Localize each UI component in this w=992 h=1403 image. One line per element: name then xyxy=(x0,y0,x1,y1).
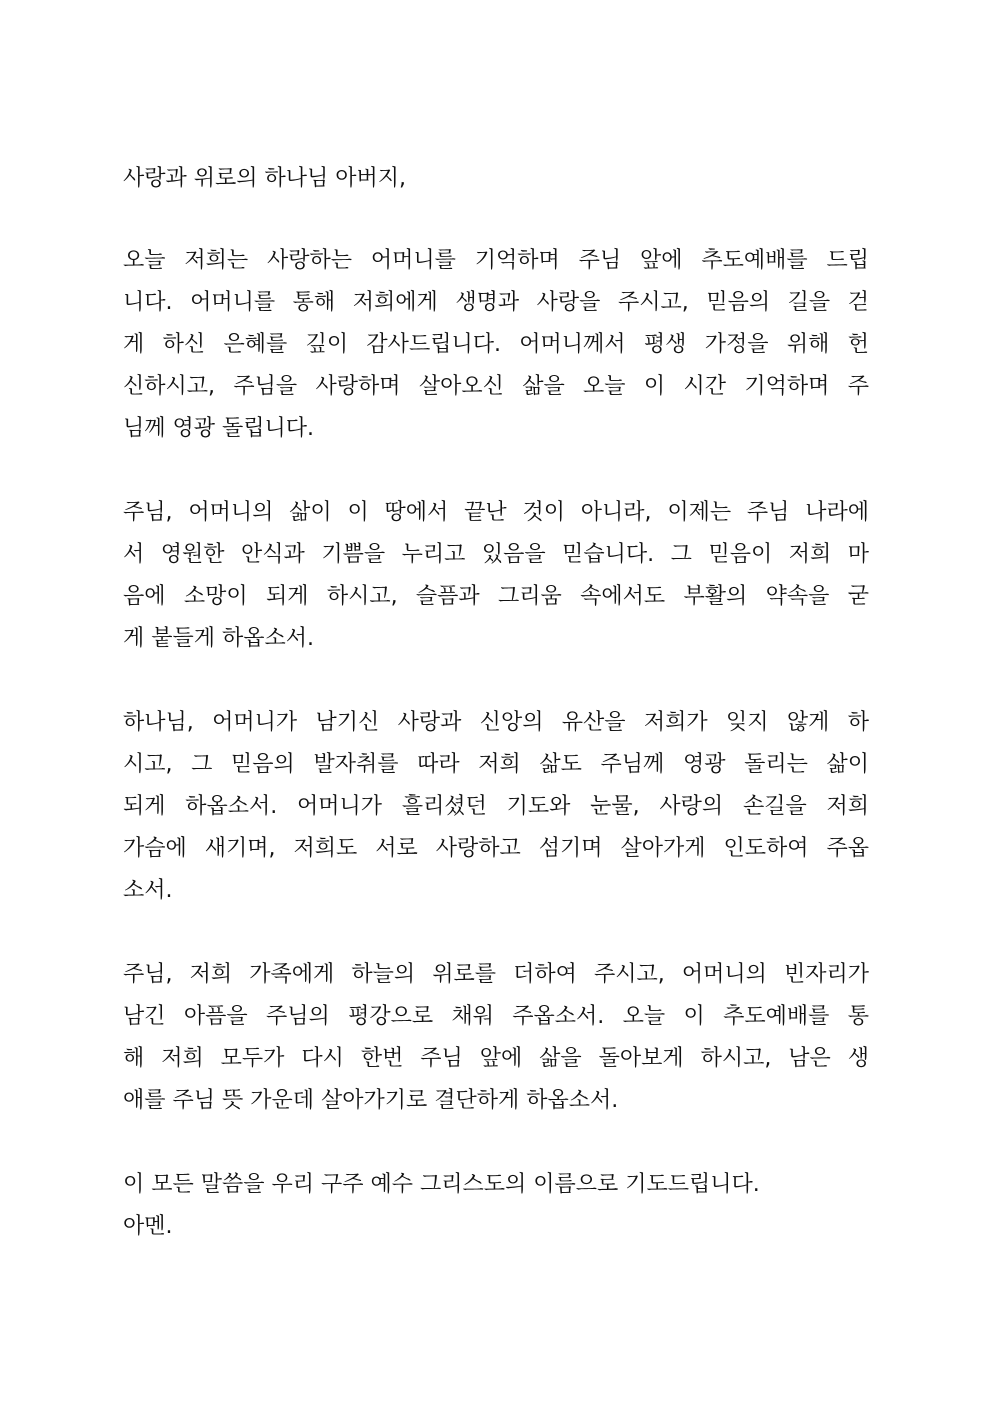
amen-line: 아멘. xyxy=(123,1214,173,1239)
paragraph-4-line-3: 해 저희 모두가 다시 한번 주님 앞에 삶을 돌아보게 하시고, 남은 생 xyxy=(123,1046,869,1071)
paragraph-3-line-5: 소서. xyxy=(123,878,173,903)
paragraph-3-line-2: 시고, 그 믿음의 발자취를 따라 저희 삶도 주님께 영광 돌리는 삶이 xyxy=(123,752,869,777)
paragraph-1-line-2: 니다. 어머니를 통해 저희에게 생명과 사랑을 주시고, 믿음의 길을 걷 xyxy=(123,290,869,315)
paragraph-2-line-1: 주님, 어머니의 삶이 이 땅에서 끝난 것이 아니라, 이제는 주님 나라에 xyxy=(123,500,869,525)
paragraph-3-line-4: 가슴에 새기며, 저희도 서로 사랑하고 섬기며 살아가게 인도하여 주옵 xyxy=(123,836,869,861)
paragraph-4-line-4: 애를 주님 뜻 가운데 살아가기로 결단하게 하옵소서. xyxy=(123,1088,619,1113)
paragraph-1-line-3: 게 하신 은혜를 깊이 감사드립니다. 어머니께서 평생 가정을 위해 헌 xyxy=(123,332,869,357)
paragraph-2-line-3: 음에 소망이 되게 하시고, 슬픔과 그리움 속에서도 부활의 약속을 굳 xyxy=(123,584,869,609)
closing-line: 이 모든 말씀을 우리 구주 예수 그리스도의 이름으로 기도드립니다. xyxy=(123,1172,760,1197)
salutation: 사랑과 위로의 하나님 아버지, xyxy=(123,166,406,191)
paragraph-1-line-5: 님께 영광 돌립니다. xyxy=(123,416,314,441)
paragraph-4-line-2: 남긴 아픔을 주님의 평강으로 채워 주옵소서. 오늘 이 추도예배를 통 xyxy=(123,1004,869,1029)
paragraph-3-line-3: 되게 하옵소서. 어머니가 흘리셨던 기도와 눈물, 사랑의 손길을 저희 xyxy=(123,794,869,819)
paragraph-1-line-4: 신하시고, 주님을 사랑하며 살아오신 삶을 오늘 이 시간 기억하며 주 xyxy=(123,374,869,399)
paragraph-3-line-1: 하나님, 어머니가 남기신 사랑과 신앙의 유산을 저희가 잊지 않게 하 xyxy=(123,710,869,735)
paragraph-4-line-1: 주님, 저희 가족에게 하늘의 위로를 더하여 주시고, 어머니의 빈자리가 xyxy=(123,962,869,987)
paragraph-2-line-4: 게 붙들게 하옵소서. xyxy=(123,626,314,651)
paragraph-1-line-1: 오늘 저희는 사랑하는 어머니를 기억하며 주님 앞에 추도예배를 드립 xyxy=(123,248,869,273)
paragraph-2-line-2: 서 영원한 안식과 기쁨을 누리고 있음을 믿습니다. 그 믿음이 저희 마 xyxy=(123,542,869,567)
